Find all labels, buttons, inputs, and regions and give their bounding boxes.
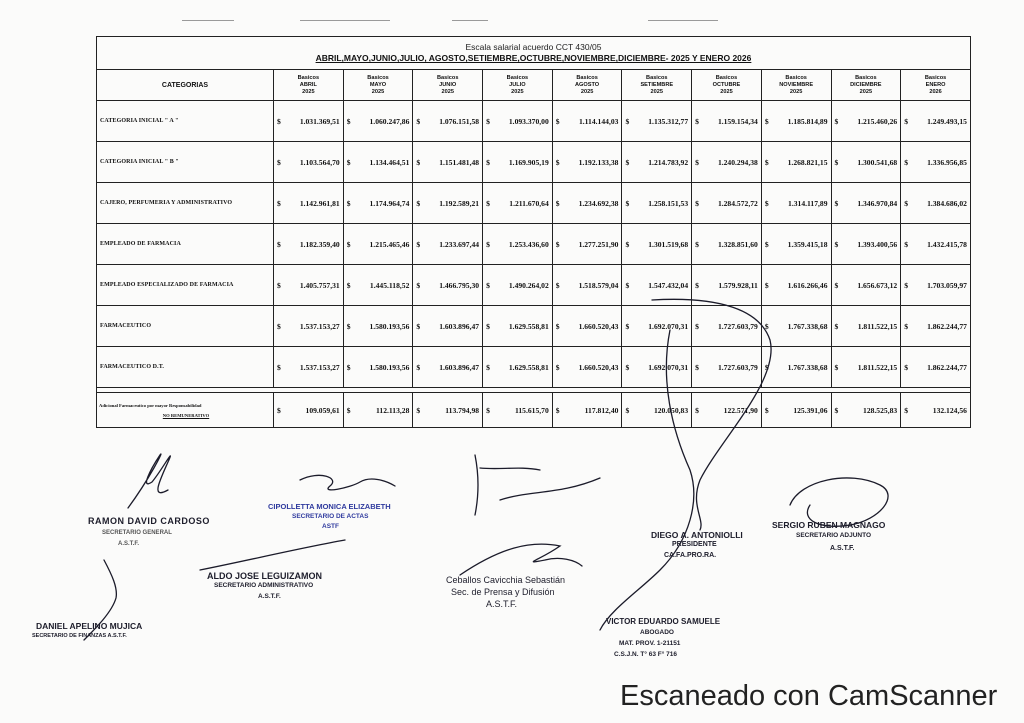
salary-value: 1.192.133,38 bbox=[578, 157, 619, 167]
salary-value: 1.300.541,68 bbox=[857, 157, 898, 167]
currency-symbol: $ bbox=[416, 198, 421, 208]
currency-symbol: $ bbox=[486, 198, 490, 208]
currency-symbol: $ bbox=[625, 239, 630, 249]
month-header-l2: JUNIO bbox=[439, 81, 457, 88]
currency-symbol: $ bbox=[486, 239, 490, 249]
cardoso-org: A.S.T.F. bbox=[118, 541, 140, 547]
salary-value: 1.169.905,19 bbox=[508, 157, 549, 167]
currency-symbol: $ bbox=[625, 362, 630, 372]
magnago-org: A.S.T.F. bbox=[830, 545, 855, 552]
currency-symbol: $ bbox=[486, 321, 490, 331]
salary-value: 109.059,61 bbox=[305, 405, 340, 415]
salary-value: 1.076.151,58 bbox=[439, 116, 480, 126]
month-header-l2: DICIEMBRE bbox=[850, 81, 882, 88]
salary-value: 1.537.153,27 bbox=[299, 362, 340, 372]
ceballos-org: A.S.T.F. bbox=[486, 599, 518, 609]
leguizamon-name: ALDO JOSE LEGUIZAMON bbox=[207, 571, 323, 581]
currency-symbol: $ bbox=[346, 362, 351, 372]
mujica-name: DANIEL APELINO MUJICA bbox=[36, 621, 143, 631]
month-header-l1: Basicos bbox=[576, 74, 598, 81]
salary-value: 1.767.338,68 bbox=[787, 362, 828, 372]
currency-symbol: $ bbox=[764, 405, 769, 415]
salary-value: 1.151.481,48 bbox=[439, 157, 480, 167]
currency-symbol: $ bbox=[764, 321, 769, 331]
salary-value: 1.277.251,90 bbox=[578, 239, 619, 249]
currency-symbol: $ bbox=[555, 321, 560, 331]
currency-symbol: $ bbox=[486, 157, 490, 167]
currency-symbol: $ bbox=[904, 198, 908, 208]
salary-value: 1.537.153,27 bbox=[299, 321, 340, 331]
currency-symbol: $ bbox=[555, 157, 560, 167]
category-name: EMPLEADO DE FARMACIA bbox=[97, 224, 274, 265]
currency-symbol: $ bbox=[416, 116, 421, 126]
leguizamon-signature-stroke bbox=[200, 540, 345, 570]
salary-value: 1.862.244,77 bbox=[927, 321, 967, 331]
salary-value: 1.142.961,81 bbox=[299, 198, 340, 208]
category-name: FARMACEUTICO bbox=[97, 306, 274, 347]
currency-symbol: $ bbox=[277, 321, 281, 331]
salary-value: 1.135.312,77 bbox=[648, 116, 689, 126]
month-header-l2: OCTUBRE bbox=[712, 81, 741, 88]
salary-value: 1.405.757,31 bbox=[299, 280, 340, 290]
mujica-role: SECRETARIO DE FINANZAS A.S.T.F. bbox=[32, 633, 127, 639]
magnago-name: SERGIO RUBEN MAGNAGO bbox=[772, 520, 886, 530]
category-name: CAJERO, PERFUMERIA Y ADMINISTRATIVO bbox=[97, 183, 274, 224]
currency-symbol: $ bbox=[904, 405, 908, 415]
salary-value: 1.192.589,21 bbox=[439, 198, 480, 208]
currency-symbol: $ bbox=[904, 116, 908, 126]
salary-value: 1.031.369,51 bbox=[299, 116, 340, 126]
leguizamon-org: A.S.T.F. bbox=[258, 593, 281, 600]
currency-symbol: $ bbox=[695, 198, 699, 208]
salary-value: 122.571,90 bbox=[723, 405, 758, 415]
salary-value: 1.215.465,46 bbox=[369, 239, 410, 249]
category-name: CATEGORIA INICIAL " B " bbox=[97, 142, 274, 183]
currency-symbol: $ bbox=[834, 157, 839, 167]
salary-value: 1.580.193,56 bbox=[369, 362, 410, 372]
salary-value: 1.616.266,46 bbox=[787, 280, 828, 290]
antoniolli-role: PRESIDENTE bbox=[672, 541, 717, 548]
currency-symbol: $ bbox=[346, 280, 351, 290]
salary-value: 1.703.059,97 bbox=[927, 280, 967, 290]
month-header-l1: Basicos bbox=[715, 74, 738, 81]
month-header-l1: Basicos bbox=[436, 74, 459, 81]
salary-value: 1.466.795,30 bbox=[439, 280, 480, 290]
currency-symbol: $ bbox=[625, 157, 630, 167]
cipolletta-role: SECRETARIO DE ACTAS bbox=[292, 513, 369, 520]
currency-symbol: $ bbox=[764, 198, 769, 208]
salary-value: 1.328.851,60 bbox=[717, 239, 758, 249]
salary-value: 1.432.415,78 bbox=[927, 239, 967, 249]
salary-value: 1.103.564,70 bbox=[299, 157, 340, 167]
month-header-l3: 2025 bbox=[580, 88, 594, 95]
salary-value: 1.580.193,56 bbox=[369, 321, 410, 331]
currency-symbol: $ bbox=[834, 239, 839, 249]
currency-symbol: $ bbox=[277, 157, 281, 167]
salary-value: 128.525,83 bbox=[863, 405, 898, 415]
category-name: EMPLEADO ESPECIALIZADO DE FARMACIA bbox=[97, 265, 274, 306]
leguizamon-role: SECRETARIO ADMINISTRATIVO bbox=[214, 582, 314, 589]
salary-value: 1.060.247,86 bbox=[369, 116, 410, 126]
currency-symbol: $ bbox=[416, 405, 421, 415]
currency-symbol: $ bbox=[277, 198, 281, 208]
samuele-role: ABOGADO bbox=[640, 629, 674, 636]
month-header-l3: 2025 bbox=[650, 88, 663, 95]
antoniolli-name: DIEGO A. ANTONIOLLI bbox=[651, 530, 743, 540]
month-header-l3: 2025 bbox=[789, 88, 803, 95]
salary-value: 1.174.964,74 bbox=[369, 198, 410, 208]
samuele-mat: MAT. PROV. 1-21151 bbox=[619, 640, 681, 647]
samuele-signature-stroke bbox=[600, 330, 694, 630]
salary-value: 1.660.520,43 bbox=[578, 362, 619, 372]
salary-value: 1.445.118,52 bbox=[369, 280, 410, 290]
cardoso-role: SECRETARIO GENERAL bbox=[102, 530, 172, 536]
currency-symbol: $ bbox=[486, 280, 490, 290]
currency-symbol: $ bbox=[555, 198, 560, 208]
salary-value: 1.253.436,60 bbox=[508, 239, 549, 249]
salary-value: 1.233.697,44 bbox=[439, 239, 480, 249]
salary-value: 115.615,70 bbox=[514, 405, 549, 415]
salary-value: 1.727.603,79 bbox=[717, 362, 758, 372]
additional-label: Adicional Farmaceutico por mayor Responsabilidad bbox=[99, 402, 202, 408]
salary-value: 1.656.673,12 bbox=[857, 280, 898, 290]
salary-value: 1.234.692,38 bbox=[578, 198, 619, 208]
month-header-l3: 2026 bbox=[929, 88, 942, 95]
currency-symbol: $ bbox=[625, 280, 630, 290]
currency-symbol: $ bbox=[277, 405, 281, 415]
salary-value: 1.249.493,15 bbox=[927, 116, 967, 126]
month-header-l1: Basicos bbox=[924, 74, 947, 81]
cipolletta-name: CIPOLLETTA MONICA ELIZABETH bbox=[268, 502, 391, 511]
currency-symbol: $ bbox=[277, 280, 281, 290]
ceballos-name: Ceballos Cavicchia Sebastián bbox=[446, 575, 566, 585]
salary-value: 1.284.572,72 bbox=[717, 198, 758, 208]
currency-symbol: $ bbox=[834, 405, 839, 415]
currency-symbol: $ bbox=[416, 362, 421, 372]
salary-value: 1.518.579,04 bbox=[578, 280, 619, 290]
currency-symbol: $ bbox=[277, 239, 281, 249]
month-header-l2: JULIO bbox=[509, 81, 526, 88]
salary-value: 1.159.154,34 bbox=[717, 116, 758, 126]
cipolletta-signature-stroke bbox=[300, 475, 395, 490]
salary-value: 112.113,28 bbox=[376, 405, 410, 415]
month-header-l2: ABRIL bbox=[299, 81, 317, 88]
salary-value: 1.811.522,15 bbox=[857, 362, 898, 372]
currency-symbol: $ bbox=[834, 362, 839, 372]
currency-symbol: $ bbox=[555, 280, 560, 290]
currency-symbol: $ bbox=[625, 321, 630, 331]
salary-value: 1.185.814,89 bbox=[787, 116, 828, 126]
currency-symbol: $ bbox=[346, 157, 351, 167]
currency-symbol: $ bbox=[555, 239, 560, 249]
month-header-l3: 2025 bbox=[511, 88, 524, 95]
salary-value: 1.240.294,38 bbox=[717, 157, 758, 167]
currency-symbol: $ bbox=[904, 239, 908, 249]
currency-symbol: $ bbox=[834, 198, 839, 208]
samuele-name: VICTOR EDUARDO SAMUELE bbox=[606, 617, 721, 626]
ceballos-signature-stroke bbox=[460, 544, 582, 575]
currency-symbol: $ bbox=[904, 157, 908, 167]
currency-symbol: $ bbox=[555, 116, 560, 126]
samuele-csjn: C.S.J.N. T° 63 F° 716 bbox=[614, 651, 678, 658]
currency-symbol: $ bbox=[486, 116, 490, 126]
currency-symbol: $ bbox=[346, 239, 351, 249]
salary-value: 1.384.686,02 bbox=[927, 198, 967, 208]
salary-value: 1.692.070,31 bbox=[648, 362, 689, 372]
salary-value: 1.490.264,02 bbox=[508, 280, 549, 290]
salary-value: 1.114.144,03 bbox=[578, 116, 619, 126]
magnago-role: SECRETARIO ADJUNTO bbox=[796, 532, 871, 539]
currency-symbol: $ bbox=[904, 362, 908, 372]
salary-value: 1.268.821,15 bbox=[787, 157, 828, 167]
month-header-l3: 2025 bbox=[859, 88, 873, 95]
salary-value: 1.314.117,89 bbox=[788, 198, 828, 208]
currency-symbol: $ bbox=[346, 405, 351, 415]
month-header-l1: Basicos bbox=[855, 74, 877, 81]
currency-symbol: $ bbox=[555, 405, 560, 415]
currency-symbol: $ bbox=[625, 116, 630, 126]
currency-symbol: $ bbox=[346, 198, 351, 208]
currency-symbol: $ bbox=[695, 116, 699, 126]
salary-value: 1.547.432,04 bbox=[648, 280, 689, 290]
month-header-l2: NOVIEMBRE bbox=[779, 81, 814, 88]
non-remunerative-note: NO REMUNERATIVO bbox=[162, 412, 210, 418]
currency-symbol: $ bbox=[904, 280, 908, 290]
month-header-l3: 2025 bbox=[302, 88, 315, 95]
month-header-l1: Basicos bbox=[367, 74, 389, 81]
currency-symbol: $ bbox=[695, 362, 699, 372]
salary-value: 1.258.151,53 bbox=[648, 198, 689, 208]
month-header-l1: Basicos bbox=[297, 74, 320, 81]
antoniolli-org: CA.FA.PRO.RA. bbox=[664, 552, 717, 559]
currency-symbol: $ bbox=[764, 116, 769, 126]
currency-symbol: $ bbox=[486, 405, 490, 415]
currency-symbol: $ bbox=[695, 405, 699, 415]
salary-value: 113.794,98 bbox=[445, 405, 480, 415]
currency-symbol: $ bbox=[555, 362, 560, 372]
currency-symbol: $ bbox=[834, 116, 839, 126]
currency-symbol: $ bbox=[834, 280, 839, 290]
salary-value: 1.629.558,81 bbox=[508, 321, 549, 331]
salary-value: 120.050,83 bbox=[653, 405, 689, 415]
salary-value: 1.359.415,18 bbox=[787, 239, 828, 249]
currency-symbol: $ bbox=[695, 321, 699, 331]
currency-symbol: $ bbox=[695, 239, 699, 249]
cardoso-signature-stroke bbox=[128, 454, 170, 508]
currency-symbol: $ bbox=[416, 280, 421, 290]
currency-symbol: $ bbox=[416, 321, 421, 331]
currency-symbol: $ bbox=[416, 239, 421, 249]
currency-symbol: $ bbox=[834, 321, 839, 331]
currency-symbol: $ bbox=[695, 280, 699, 290]
salary-value: 1.301.519,68 bbox=[648, 239, 689, 249]
levin-signature-stroke bbox=[475, 455, 600, 515]
month-header-l1: Basicos bbox=[785, 74, 807, 81]
salary-value: 1.811.522,15 bbox=[857, 321, 898, 331]
categories-header: CATEGORIAS bbox=[97, 70, 274, 101]
currency-symbol: $ bbox=[695, 157, 699, 167]
month-header-l2: SETIEMBRE bbox=[640, 81, 674, 88]
title-agreement: Escala salarial acuerdo CCT 430/05 bbox=[465, 42, 602, 52]
cardoso-name: RAMON DAVID CARDOSO bbox=[88, 516, 210, 526]
category-name: CATEGORIA INICIAL " A " bbox=[97, 101, 274, 142]
salary-value: 1.767.338,68 bbox=[787, 321, 828, 331]
month-header-l1: Basicos bbox=[506, 74, 529, 81]
salary-value: 1.727.603,79 bbox=[717, 321, 758, 331]
salary-value: 117.812,40 bbox=[584, 405, 619, 415]
salary-value: 1.215.460,26 bbox=[857, 116, 898, 126]
salary-value: 1.093.370,00 bbox=[508, 116, 549, 126]
currency-symbol: $ bbox=[486, 362, 490, 372]
salary-value: 1.692.070,31 bbox=[648, 321, 689, 331]
currency-symbol: $ bbox=[764, 362, 769, 372]
salary-value: 1.393.400,56 bbox=[857, 239, 898, 249]
month-header-l2: AGOSTO bbox=[575, 81, 600, 88]
currency-symbol: $ bbox=[277, 116, 281, 126]
salary-value: 1.579.928,11 bbox=[718, 280, 758, 290]
salary-value: 125.391,06 bbox=[793, 405, 828, 415]
currency-symbol: $ bbox=[764, 280, 769, 290]
salary-value: 1.346.970,84 bbox=[857, 198, 898, 208]
category-name: FARMACEUTICO D.T. bbox=[97, 347, 274, 388]
salary-value: 1.603.896,47 bbox=[439, 362, 480, 372]
salary-value: 1.660.520,43 bbox=[578, 321, 619, 331]
currency-symbol: $ bbox=[346, 321, 351, 331]
salary-value: 1.211.670,64 bbox=[509, 198, 549, 208]
month-header-l3: 2025 bbox=[371, 88, 385, 95]
currency-symbol: $ bbox=[625, 198, 630, 208]
currency-symbol: $ bbox=[416, 157, 421, 167]
salary-value: 1.862.244,77 bbox=[927, 362, 967, 372]
month-header-l3: 2025 bbox=[441, 88, 454, 95]
salary-value: 1.336.956,85 bbox=[927, 157, 967, 167]
salary-value: 132.124,56 bbox=[932, 405, 967, 415]
currency-symbol: $ bbox=[625, 405, 630, 415]
salary-value: 1.214.783,92 bbox=[648, 157, 689, 167]
scanner-watermark: Escaneado con CamScanner bbox=[620, 680, 998, 712]
salary-value: 1.134.464,51 bbox=[369, 157, 410, 167]
currency-symbol: $ bbox=[764, 157, 769, 167]
cipolletta-org: ASTF bbox=[322, 523, 339, 530]
currency-symbol: $ bbox=[277, 362, 281, 372]
title-period: ABRIL,MAYO,JUNIO,JULIO, AGOSTO,SETIEMBRE,OCTUBRE,NOVIEMBRE,DICIEMBRE- 2025 Y ENERO 2026 bbox=[315, 53, 752, 63]
month-header-l3: 2025 bbox=[720, 88, 733, 95]
salary-value: 1.629.558,81 bbox=[508, 362, 549, 372]
currency-symbol: $ bbox=[764, 239, 769, 249]
ceballos-role: Sec. de Prensa y Difusión bbox=[451, 587, 555, 597]
currency-symbol: $ bbox=[346, 116, 351, 126]
salary-value: 1.182.359,40 bbox=[299, 239, 340, 249]
salary-value: 1.603.896,47 bbox=[439, 321, 480, 331]
month-header-l2: MAYO bbox=[369, 81, 387, 88]
month-header-l2: ENERO bbox=[925, 81, 946, 88]
month-header-l1: Basicos bbox=[646, 74, 668, 81]
currency-symbol: $ bbox=[904, 321, 908, 331]
